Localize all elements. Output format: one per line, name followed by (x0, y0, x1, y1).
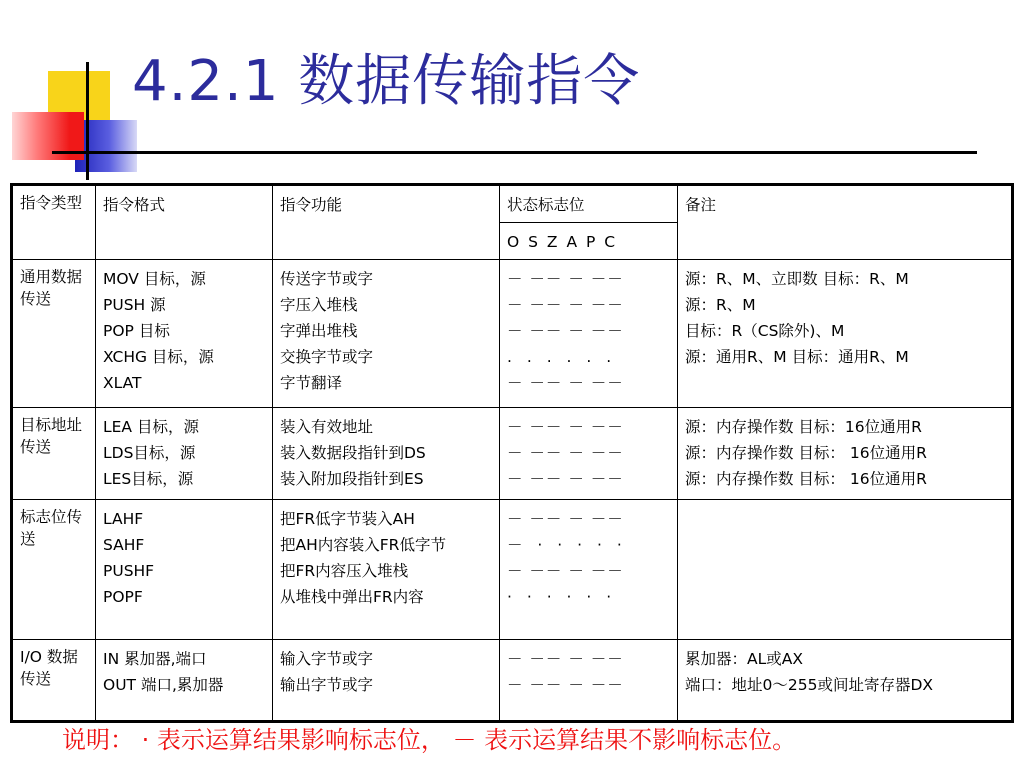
flag-item: － －－ － －－ (507, 470, 624, 488)
flag-item: － －－ － －－ (507, 676, 624, 694)
table-row (12, 500, 1013, 640)
format-cell (96, 408, 273, 500)
remarks-cell (678, 500, 1013, 640)
function-item: 装入附加段指针到ES (280, 470, 424, 488)
header-flag-letters: O S Z A P C (500, 223, 678, 260)
function-cell (273, 500, 500, 640)
format-item: LAHF (103, 510, 144, 528)
function-item: 把FR内容压入堆栈 (280, 562, 409, 580)
format-item: PUSHF (103, 562, 155, 580)
remark-item: 源：内存操作数 目标： 16位通用R (685, 470, 927, 488)
flag-item: － －－ － －－ (507, 374, 624, 392)
remark-item: 源：内存操作数 目标：16位通用R (685, 418, 922, 436)
slide-title: 4.2.1 数据传输指令 (132, 49, 641, 114)
function-item: 输出字节或字 (280, 676, 374, 694)
category-cell: 目标地址传送 (12, 408, 96, 500)
header-category: 指令类型 (12, 185, 96, 260)
format-cell (96, 500, 273, 640)
format-item: LEA 目标，源 (103, 418, 199, 436)
remarks-cell (678, 640, 1013, 722)
format-item: IN 累加器,端口 (103, 650, 207, 668)
flag-item: － · · · · · (507, 536, 627, 554)
remark-item: 累加器：AL或AX (685, 650, 803, 668)
table-row (12, 408, 1013, 500)
function-item: 装入有效地址 (280, 418, 374, 436)
table-row (12, 640, 1013, 722)
flags-cell (500, 408, 678, 500)
category-cell: 通用数据传送 (12, 260, 96, 408)
format-item: LDS目标，源 (103, 444, 196, 462)
format-item: MOV 目标，源 (103, 270, 206, 288)
title-underline (52, 151, 977, 154)
format-item: XLAT (103, 374, 142, 392)
function-item: 输入字节或字 (280, 650, 374, 668)
format-item: PUSH 源 (103, 296, 166, 314)
format-item: XCHG 目标，源 (103, 348, 214, 366)
function-item: 字弹出堆栈 (280, 322, 358, 340)
flag-item: · · · · · · (507, 588, 617, 606)
flags-cell (500, 500, 678, 640)
flags-cell (500, 640, 678, 722)
remark-item: 端口：地址0～255或间址寄存器DX (685, 676, 934, 694)
header-row (12, 185, 1013, 223)
format-cell (96, 260, 273, 408)
remark-item: 源：内存操作数 目标： 16位通用R (685, 444, 927, 462)
instruction-table (10, 183, 1014, 723)
header-flags: 状态标志位 (500, 185, 678, 223)
remark-item: 源：R、M (685, 296, 756, 314)
header-format: 指令格式 (96, 185, 273, 260)
header-remarks: 备注 (678, 185, 1013, 260)
function-cell (273, 260, 500, 408)
flag-item: － －－ － －－ (507, 562, 624, 580)
flag-item: － －－ － －－ (507, 510, 624, 528)
function-cell (273, 640, 500, 722)
flag-item: . . . . . . (507, 348, 617, 366)
function-item: 交换字节或字 (280, 348, 374, 366)
remarks-cell (678, 260, 1013, 408)
remark-item: 目标：R（CS除外)、M (685, 322, 845, 340)
function-item: 从堆栈中弹出FR内容 (280, 588, 424, 606)
flag-item: － －－ － －－ (507, 418, 624, 436)
table-row (12, 260, 1013, 408)
flags-cell (500, 260, 678, 408)
remarks-cell (678, 408, 1013, 500)
header-function: 指令功能 (273, 185, 500, 260)
flag-item: － －－ － －－ (507, 270, 624, 288)
function-item: 把AH内容装入FR低字节 (280, 536, 446, 554)
flag-item: － －－ － －－ (507, 650, 624, 668)
footnote: 说明： · 表示运算结果影响标志位， － 表示运算结果不影响标志位。 (62, 726, 797, 754)
flag-item: － －－ － －－ (507, 296, 624, 314)
function-item: 字压入堆栈 (280, 296, 358, 314)
function-item: 传送字节或字 (280, 270, 374, 288)
logo-blue-block (75, 120, 137, 172)
format-item: LES目标，源 (103, 470, 194, 488)
format-cell (96, 640, 273, 722)
function-item: 把FR低字节装入AH (280, 510, 415, 528)
flag-item: － －－ － －－ (507, 322, 624, 340)
remark-item: 源：通用R、M 目标：通用R、M (685, 348, 909, 366)
format-item: POP 目标 (103, 322, 170, 340)
function-item: 字节翻译 (280, 374, 343, 392)
category-cell: I/O 数据传送 (12, 640, 96, 722)
format-item: SAHF (103, 536, 145, 554)
remark-item: 源：R、M、立即数 目标：R、M (685, 270, 909, 288)
function-cell (273, 408, 500, 500)
category-cell: 标志位传送 (12, 500, 96, 640)
logo-vertical-line (86, 62, 89, 180)
format-item: OUT 端口,累加器 (103, 676, 224, 694)
flag-item: － －－ － －－ (507, 444, 624, 462)
function-item: 装入数据段指针到DS (280, 444, 426, 462)
format-item: POPF (103, 588, 143, 606)
